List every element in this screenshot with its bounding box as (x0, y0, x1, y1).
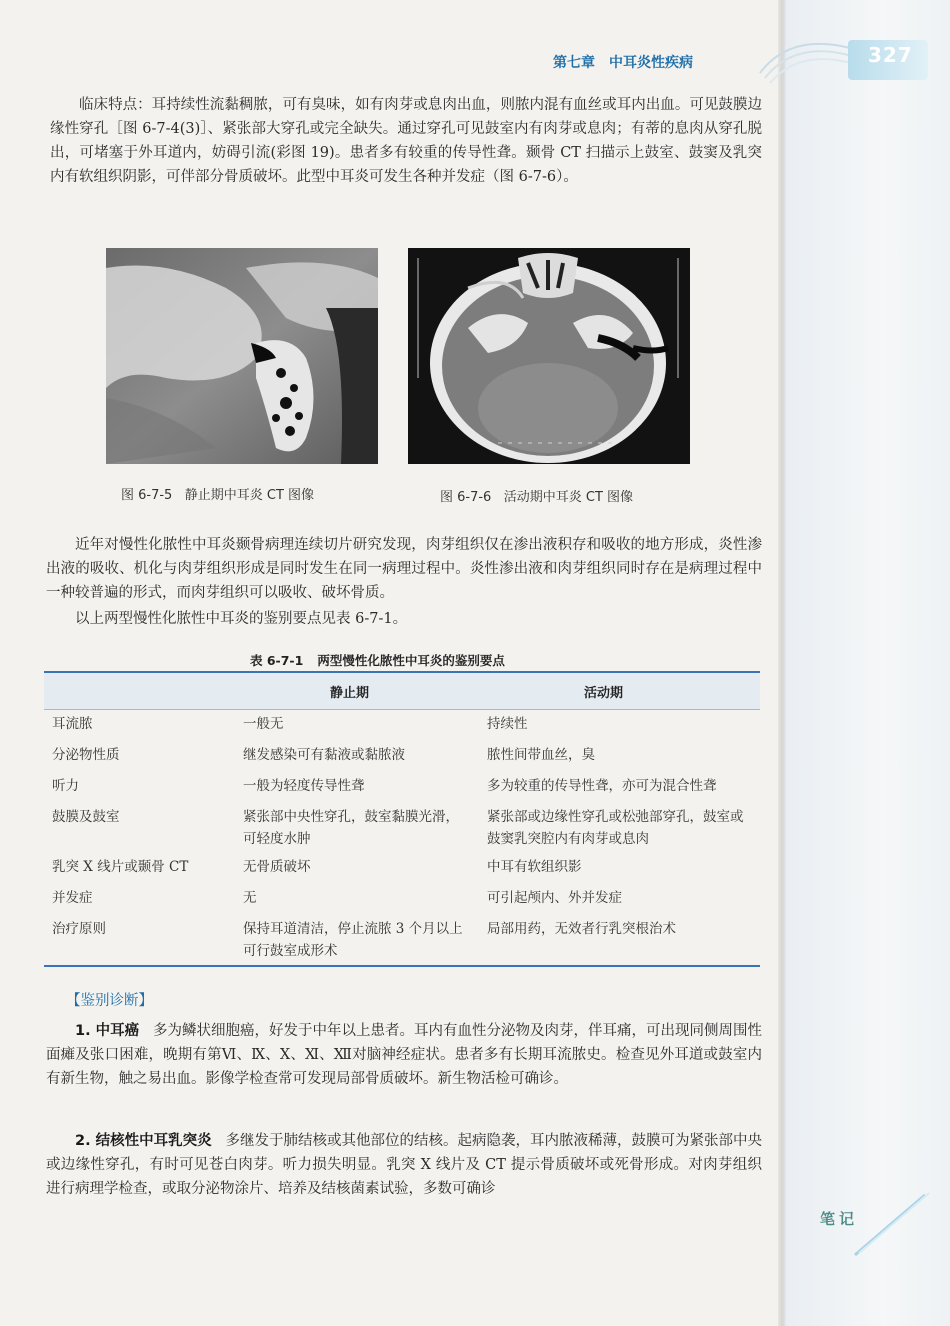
notes-margin (783, 0, 950, 1326)
table-header-row (44, 672, 760, 710)
table-caption (250, 651, 519, 669)
table-cell: 乳突 X 线片或颞骨 CT (52, 858, 189, 875)
research-paragraph: 近年对慢性化脓性中耳炎颞骨病理连续切片研究发现，肉芽组织仅在渗出液积存和吸收的地方形成，炎性渗出液的吸收、机化与肉芽组织形成是同时发生在同一病理过程中。炎性渗出液和肉芽组织同时存在是病理过程中一种较普遍的形式，而肉芽组织可以吸收、破坏骨质。 (46, 537, 762, 601)
notes-label: 笔记 (820, 1210, 859, 1228)
table-cell: 继发感染可有黏液或黏脓液 (243, 746, 405, 763)
table-cell: 紧张部中央性穿孔，鼓室黏膜光滑，可轻度水肿 (243, 808, 459, 847)
table-cell: 一般为轻度传导性聋 (243, 777, 365, 794)
figure-caption-active (440, 486, 633, 505)
table-row (44, 853, 760, 884)
table-header-cell: 活动期 (479, 672, 760, 710)
chapter-title: 中耳炎性疾病 (609, 55, 693, 71)
table-cell: 局部用药，无效者行乳突根治术 (479, 915, 760, 966)
table-cell: 治疗原则 (44, 915, 235, 966)
page-number: 327 (868, 43, 913, 67)
figure-caption-text: 活动期中耳炎 CT 图像 (503, 490, 634, 505)
table-row (44, 915, 760, 966)
differential-item-title: 1. 中耳癌 (75, 1023, 140, 1039)
table-cell: 多为较重的传导性聋，亦可为混合性聋 (487, 777, 717, 794)
page-fold-shadow (778, 0, 786, 1326)
running-header (553, 52, 707, 72)
table-cell: 无骨质破坏 (243, 858, 311, 875)
table-cell: 分泌物性质 (52, 746, 120, 763)
figure-label: 图 6-7-5 (121, 488, 173, 503)
figure-caption-static (121, 484, 314, 503)
table-cell: 保持耳道清洁，停止流脓 3 个月以上可行鼓室成形术 (235, 915, 479, 966)
table-cell: 鼓膜及鼓室 (52, 808, 120, 825)
differential-item-1 (46, 1019, 762, 1091)
table-cell: 中耳有软组织影 (487, 858, 582, 875)
table-row (44, 710, 760, 741)
table-cell: 耳流脓 (52, 716, 93, 732)
table-cell: 持续性 (487, 716, 528, 732)
ct-image-static (106, 248, 378, 464)
table-row (44, 772, 760, 803)
differential-item-text: 多继发于肺结核或其他部位的结核。起病隐袭，耳内脓液稀薄，鼓膜可为紧张部中央或边缘性穿孔，有时可见苍白肉芽。听力损失明显。乳突 X 线片及 CT 提示骨质破坏或死骨形成。对肉芽组织进行病理学检查，或取分泌物涂片、培养及结核菌素试验，多数可确诊 (46, 1133, 763, 1197)
pen-icon (845, 1190, 935, 1260)
differential-item-2 (46, 1129, 762, 1201)
differential-table (44, 671, 760, 967)
table-title: 两型慢性化脓性中耳炎的鉴别要点 (317, 653, 505, 668)
table-cell: 脓性间带血丝，臭 (487, 746, 595, 763)
table-cell: 可引起颅内、外并发症 (487, 889, 622, 906)
table-row (44, 741, 760, 772)
differential-item-text: 多为鳞状细胞癌，好发于中年以上患者。耳内有血性分泌物及肉芽，伴耳痛，可出现同侧周围性面瘫及张口困难，晚期有第Ⅵ、Ⅸ、Ⅹ、Ⅺ、Ⅻ对脑神经症状。患者多有长期耳流脓史。检查见外耳道或鼓室内有新生物，触之易出血。影像学检查常可发现局部骨质破坏。新生物活检可确诊。 (46, 1023, 763, 1087)
decorative-swirl-icon (740, 28, 860, 88)
table-cell: 紧张部或边缘性穿孔或松弛部穿孔，鼓室或鼓窦乳突腔内有肉芽或息肉 (487, 808, 744, 847)
table-label: 表 6-7-1 (250, 653, 304, 668)
section-heading-differential: 【鉴别诊断】 (66, 993, 153, 1009)
table-row (44, 884, 760, 915)
figure-caption-text: 静止期中耳炎 CT 图像 (184, 488, 315, 503)
table-cell: 并发症 (52, 889, 93, 906)
figure-label: 图 6-7-6 (440, 490, 492, 505)
chapter-number: 第七章 (553, 55, 595, 71)
ct-image-active (408, 248, 690, 464)
table-cell: 一般无 (243, 716, 284, 732)
table-cell: 听力 (52, 777, 79, 794)
table-cell: 无 (243, 889, 257, 906)
table-reference-paragraph: 以上两型慢性化脓性中耳炎的鉴别要点见表 6-7-1。 (75, 611, 408, 627)
clinical-features-paragraph: 临床特点：耳持续性流黏稠脓，可有臭味，如有肉芽或息肉出血，则脓内混有血丝或耳内出血。可见鼓膜边缘性穿孔［图 6-7-4(3)］、紧张部大穿孔或完全缺失。通过穿孔可见鼓室内有肉芽或息肉；有蒂的息肉从穿孔脱出，可堵塞于外耳道内，妨碍引流(彩图 19)。患者多有较重的传导性聋。颞骨 CT 扫描示上鼓室、鼓窦及乳突内有软组织阴影，可伴部分骨质破坏。此型中耳炎可发生各种并发症（图 6-7-6）。 (50, 97, 762, 185)
table-header-cell (44, 672, 235, 710)
table-row (44, 803, 760, 853)
table-header-cell: 静止期 (235, 672, 479, 710)
differential-item-title: 2. 结核性中耳乳突炎 (75, 1133, 212, 1149)
